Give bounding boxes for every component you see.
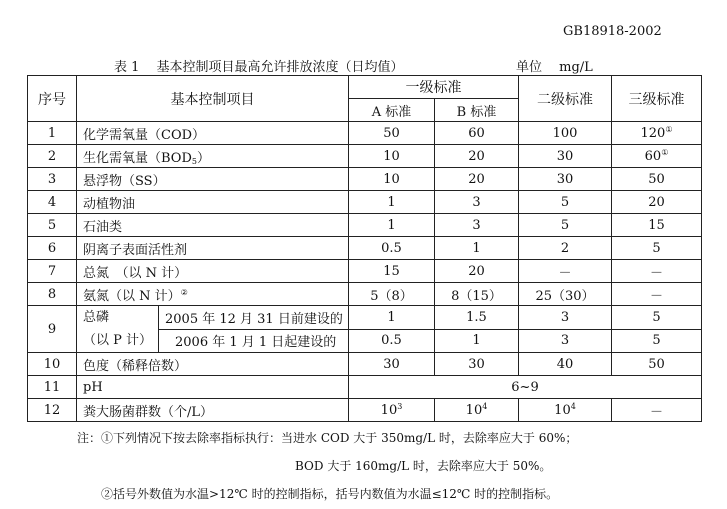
row-item-text: 生化需氧量（BOD xyxy=(83,150,192,166)
row-subitem: 2006 年 1 月 1 日起建设的 xyxy=(159,329,349,353)
cell-grade3-value: 60 xyxy=(644,148,662,164)
cell-a xyxy=(349,399,435,422)
row-seq: 1 xyxy=(28,122,77,145)
cell-b: 30 xyxy=(435,353,519,376)
row-item: pH xyxy=(77,376,349,399)
table-row xyxy=(28,191,702,214)
row-seq: 2 xyxy=(28,145,77,168)
power-base: 10 xyxy=(380,402,398,418)
cell-b: 60 xyxy=(435,122,519,145)
cell-grade3-value: 120 xyxy=(640,125,666,141)
row-item: 总氮 （以 N 计） xyxy=(77,260,349,283)
col-header-grade3: 三级标准 xyxy=(612,76,702,122)
row-seq: 4 xyxy=(28,191,77,214)
cell-grade2: 40 xyxy=(519,353,612,376)
table-row xyxy=(28,122,702,145)
cell-grade2: 30 xyxy=(519,145,612,168)
control-items-table xyxy=(27,75,702,422)
subscript: 5 xyxy=(191,156,197,166)
cell-b: 3 xyxy=(435,191,519,214)
standard-code: GB18918-2002 xyxy=(563,24,662,39)
cell-a: 1 xyxy=(349,191,435,214)
cell-grade2: 30 xyxy=(519,168,612,191)
cell-a: 10 xyxy=(349,145,435,168)
cell-a: 0.5 xyxy=(349,237,435,260)
cell-a: 1 xyxy=(349,214,435,237)
row-seq: 8 xyxy=(28,283,77,306)
row-item: 化学需氧量（COD） xyxy=(77,122,349,145)
cell-b: 20 xyxy=(435,145,519,168)
cell-grade3: 15 xyxy=(612,214,702,237)
table-row xyxy=(28,260,702,283)
power-exponent: 4 xyxy=(482,401,488,411)
footnote-marker: ② xyxy=(180,287,188,297)
col-header-item: 基本控制项目 xyxy=(77,76,349,122)
row-item: 悬浮物（SS） xyxy=(77,168,349,191)
row-item: 石油类 xyxy=(77,214,349,237)
row-item-line1: 总磷 xyxy=(83,310,110,325)
cell-grade3: 50 xyxy=(612,168,702,191)
cell-grade3: 5 xyxy=(612,329,702,353)
cell-b: 8（15） xyxy=(435,283,519,306)
note-line-1: 注：①下列情况下按去除率指标执行：当进水 COD 大于 350mg/L 时，去除率应大于 60%； xyxy=(77,431,578,445)
table-row xyxy=(28,237,702,260)
cell-grade3: 5 xyxy=(612,306,702,330)
table-row xyxy=(28,145,702,168)
cell-grade3: 5 xyxy=(612,237,702,260)
cell-b xyxy=(435,399,519,422)
cell-a: 50 xyxy=(349,122,435,145)
row-item: 动植物油 xyxy=(77,191,349,214)
row-seq: 6 xyxy=(28,237,77,260)
row-seq: 9 xyxy=(28,306,77,353)
row-item-text-end: ） xyxy=(196,150,210,166)
footnote-marker: ① xyxy=(661,147,669,157)
cell-grade3: － xyxy=(612,283,702,306)
power-exponent: 3 xyxy=(397,401,403,411)
table-row xyxy=(28,353,702,376)
cell-grade2: － xyxy=(519,260,612,283)
cell-a: 0.5 xyxy=(349,329,435,353)
table-row xyxy=(28,168,702,191)
power-base: 10 xyxy=(465,402,483,418)
col-header-b: B 标准 xyxy=(435,99,519,122)
cell-grade3: － xyxy=(612,260,702,283)
col-header-a: A 标准 xyxy=(349,99,435,122)
cell-grade3 xyxy=(612,122,702,145)
cell-all-grades: 6~9 xyxy=(349,376,702,399)
col-header-grade2: 二级标准 xyxy=(519,76,612,122)
note-line-3: ②括号外数值为水温>12℃ 时的控制指标，括号内数值为水温≤12℃ 时的控制指标。 xyxy=(101,487,559,501)
table-unit: 单位 mg/L xyxy=(516,60,593,75)
table-caption xyxy=(114,56,634,75)
cell-grade3: － xyxy=(612,399,702,422)
row-seq: 10 xyxy=(28,353,77,376)
row-item xyxy=(77,145,349,168)
cell-grade2: 3 xyxy=(519,306,612,330)
table-row xyxy=(28,399,702,422)
table-row xyxy=(28,306,702,330)
power-base: 10 xyxy=(554,402,571,418)
row-seq: 3 xyxy=(28,168,77,191)
col-header-grade1: 一级标准 xyxy=(349,76,519,99)
cell-b: 1 xyxy=(435,237,519,260)
cell-b: 1 xyxy=(435,329,519,353)
table-title: 表 1 基本控制项目最高允许排放浓度（日均值） xyxy=(114,60,404,75)
cell-a: 5（8） xyxy=(349,283,435,306)
cell-grade2: 100 xyxy=(519,122,612,145)
row-item xyxy=(77,283,349,306)
row-item: 粪大肠菌群数（个/L） xyxy=(77,399,349,422)
row-subitem: 2005 年 12 月 31 日前建设的 xyxy=(159,306,349,330)
cell-a: 30 xyxy=(349,353,435,376)
table-row xyxy=(28,214,702,237)
table-row xyxy=(28,376,702,399)
col-header-seq: 序号 xyxy=(28,76,77,122)
row-seq: 11 xyxy=(28,376,77,399)
header-row xyxy=(28,76,702,99)
cell-b: 20 xyxy=(435,260,519,283)
cell-grade2: 25（30） xyxy=(519,283,612,306)
cell-a: 10 xyxy=(349,168,435,191)
row-item xyxy=(77,306,159,353)
note-line-2: BOD 大于 160mg/L 时，去除率应大于 50%。 xyxy=(295,459,552,473)
cell-b: 20 xyxy=(435,168,519,191)
cell-b: 1.5 xyxy=(435,306,519,330)
cell-grade2: 2 xyxy=(519,237,612,260)
cell-grade2: 5 xyxy=(519,214,612,237)
cell-grade2: 5 xyxy=(519,191,612,214)
row-seq: 7 xyxy=(28,260,77,283)
cell-grade3: 50 xyxy=(612,353,702,376)
row-item: 阴离子表面活性剂 xyxy=(77,237,349,260)
row-item: 色度（稀释倍数） xyxy=(77,353,349,376)
power-exponent: 4 xyxy=(570,401,576,411)
row-seq: 5 xyxy=(28,214,77,237)
cell-a: 15 xyxy=(349,260,435,283)
row-seq: 12 xyxy=(28,399,77,422)
table-row xyxy=(28,283,702,306)
row-item-text: 氨氮（以 N 计） xyxy=(83,288,181,304)
cell-b: 3 xyxy=(435,214,519,237)
cell-grade2: 3 xyxy=(519,329,612,353)
cell-a: 1 xyxy=(349,306,435,330)
footnote-marker: ① xyxy=(665,124,673,134)
cell-grade3 xyxy=(612,145,702,168)
cell-grade2 xyxy=(519,399,612,422)
cell-grade3: 20 xyxy=(612,191,702,214)
row-item-line2: （以 P 计） xyxy=(83,333,153,348)
